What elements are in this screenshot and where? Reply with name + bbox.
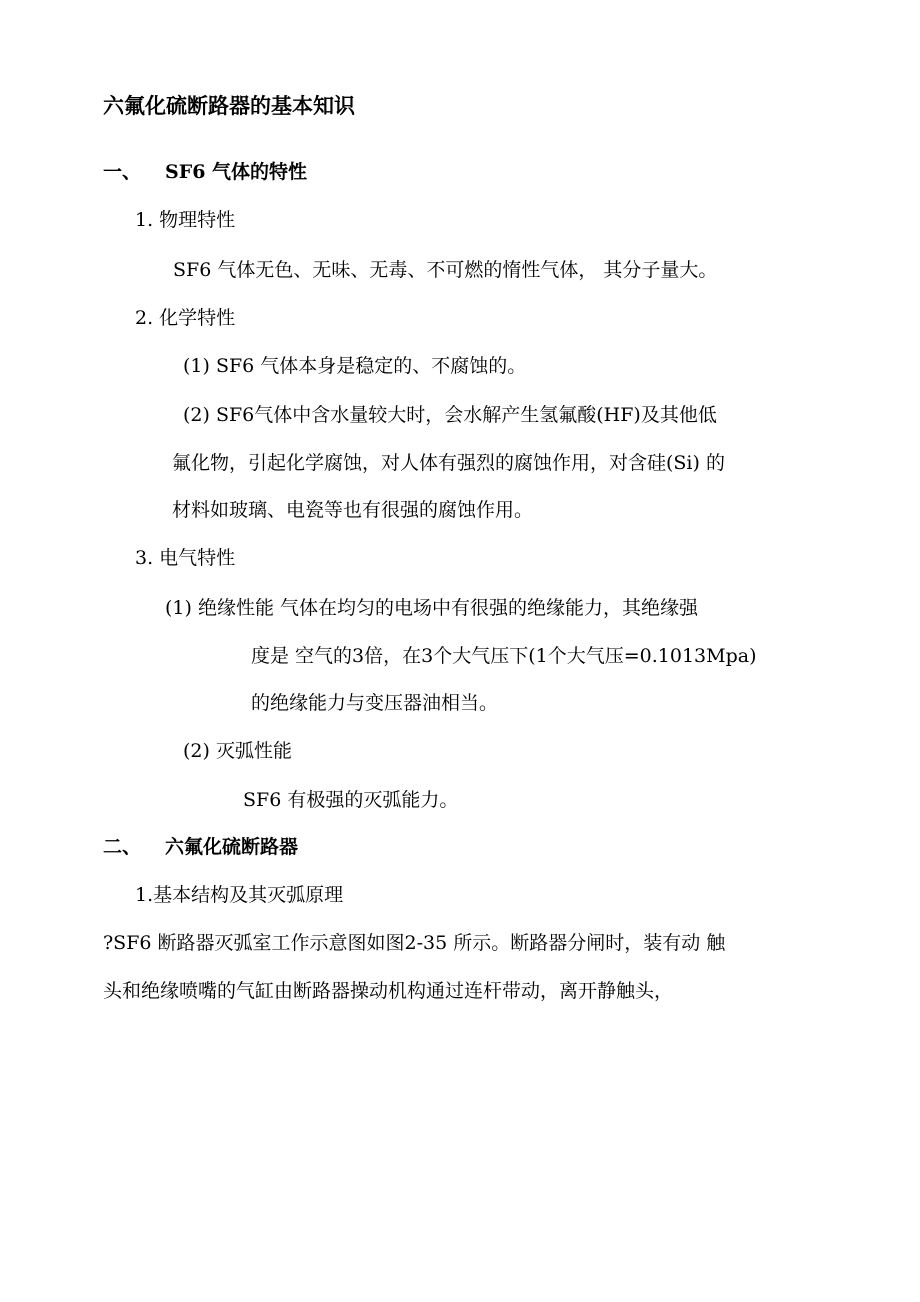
list-item-continuation: 氟化物，引起化学腐蚀，对人体有强烈的腐蚀作用，对含硅(Si) 的 bbox=[172, 452, 725, 474]
list-item-continuation: 的绝缘能力与变压器油相当。 bbox=[251, 692, 499, 714]
paragraph: SF6 气体无色、无味、无毒、不可燃的惰性气体， 其分子量大。 bbox=[173, 259, 718, 281]
subsection-heading: 1.基本结构及其灭弧原理 bbox=[135, 884, 344, 906]
paragraph: SF6 有极强的灭弧能力。 bbox=[243, 789, 459, 811]
section-heading bbox=[103, 160, 307, 184]
section-number: 一、 bbox=[103, 161, 142, 183]
list-item: (2) SF6气体中含水量较大时，会水解产生氢氟酸(HF)及其他低 bbox=[183, 404, 717, 426]
list-item: (1) 绝缘性能 气体在均匀的电场中有很强的绝缘能力，其绝缘强 bbox=[165, 597, 698, 619]
list-item-continuation: 材料如玻璃、电瓷等也有很强的腐蚀作用。 bbox=[172, 499, 534, 521]
list-item: (1) SF6 气体本身是稳定的、不腐蚀的。 bbox=[183, 355, 527, 377]
subsection-heading: 2. 化学特性 bbox=[135, 307, 236, 329]
subsection-heading: 1. 物理特性 bbox=[135, 209, 236, 231]
section-title: 六氟化硫断路器 bbox=[165, 836, 299, 858]
section-number: 二、 bbox=[103, 836, 142, 858]
paragraph-continuation: 头和绝缘喷嘴的气缸由断路器操动机构通过连杆带动，离开静触头， bbox=[103, 980, 674, 1002]
paragraph: ?SF6 断路器灭弧室工作示意图如图2-35 所示。断路器分闸时，装有动 触 bbox=[103, 932, 726, 954]
list-item-continuation: 度是 空气的3倍，在3个大气压下(1个大气压=0.1013Mpa) bbox=[251, 645, 757, 667]
document-title: 六氟化硫断路器的基本知识 bbox=[103, 93, 355, 118]
list-item: (2) 灭弧性能 bbox=[183, 740, 292, 762]
subsection-heading: 3. 电气特性 bbox=[135, 547, 236, 569]
section-title: SF6 气体的特性 bbox=[165, 161, 308, 183]
section-heading bbox=[103, 835, 298, 859]
